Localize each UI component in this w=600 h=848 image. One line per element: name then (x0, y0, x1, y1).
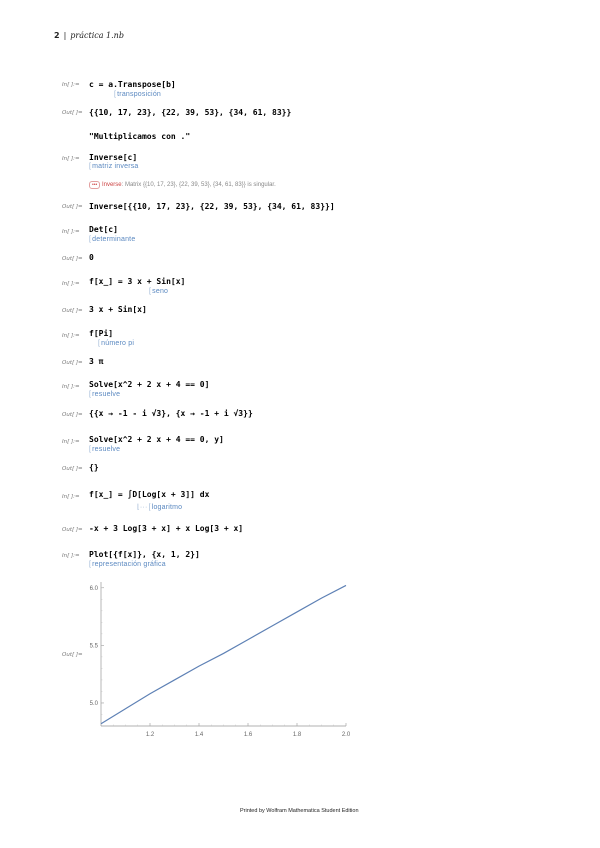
error-message: ••• Inverse: Matrix {{10, 17, 23}, {22, 39, 53}, {34, 61, 83}} is singular. (89, 182, 276, 188)
notebook-filename: práctica 1.nb (70, 31, 124, 40)
series-line (101, 585, 346, 723)
output-label: Out[ ]= (62, 527, 83, 533)
input-label: In[ ]:= (62, 333, 80, 339)
autocomplete-hint[interactable]: [matriz inversa (89, 163, 139, 170)
input-cell[interactable]: f[Pi] (89, 329, 114, 338)
y-tick-label: 6.0 (89, 585, 98, 592)
footer-text: Printed by Wolfram Mathematica Student Edition (240, 808, 359, 814)
input-label: In[ ]:= (62, 439, 80, 445)
autocomplete-hint[interactable]: [resuelve (89, 446, 121, 453)
output-cell: Inverse[{{10, 17, 23}, {22, 39, 53}, {34, 61, 83}}] (89, 202, 335, 211)
output-label: Out[ ]= (62, 110, 83, 116)
page-header (54, 31, 124, 40)
output-label: Out[ ]= (62, 466, 83, 472)
input-cell[interactable]: Solve[x^2 + 2 x + 4 == 0] (89, 380, 210, 389)
output-cell: 0 (89, 253, 94, 262)
x-tick-label: 2.0 (341, 732, 351, 738)
y-tick-label: 5.0 (89, 700, 98, 707)
input-cell[interactable]: c = a.Transpose[b] (89, 80, 176, 89)
x-tick-label: 1.8 (292, 732, 302, 738)
input-cell[interactable]: Det[c] (89, 225, 118, 234)
header-separator: | (63, 31, 67, 40)
input-cell[interactable]: f[x_] = 3 x + Sin[x] (89, 277, 186, 286)
y-tick-label: 5.5 (89, 643, 98, 650)
input-label: In[ ]:= (62, 494, 80, 500)
message-name[interactable]: Inverse (101, 182, 122, 188)
output-cell: {} (89, 463, 99, 472)
text-cell[interactable]: "Multiplicamos con ." (89, 132, 191, 141)
output-cell: {{x → -1 - i √3}, {x → -1 + i √3}} (89, 409, 253, 418)
output-label: Out[ ]= (62, 360, 83, 366)
autocomplete-hint[interactable]: [representación gráfica (89, 561, 166, 568)
input-cell[interactable]: Solve[x^2 + 2 x + 4 == 0, y] (89, 435, 224, 444)
autocomplete-hint[interactable]: ⌊···[logaritmo (137, 504, 183, 511)
output-cell: {{10, 17, 23}, {22, 39, 53}, {34, 61, 83}} (89, 108, 292, 117)
autocomplete-hint[interactable]: [resuelve (89, 391, 121, 398)
x-tick-label: 1.4 (194, 732, 204, 738)
input-label: In[ ]:= (62, 281, 80, 287)
message-menu-icon[interactable]: ••• (89, 181, 100, 189)
output-label: Out[ ]= (62, 412, 83, 418)
output-cell: -x + 3 Log[3 + x] + x Log[3 + x] (89, 524, 244, 533)
x-tick-label: 1.2 (145, 732, 155, 738)
autocomplete-hint[interactable]: [determinante (89, 236, 136, 243)
output-label: Out[ ]= (62, 204, 83, 210)
autocomplete-hint[interactable]: [número pi (98, 340, 135, 347)
output-label: Out[ ]= (62, 308, 83, 314)
input-label: In[ ]:= (62, 82, 80, 88)
output-label: Out[ ]= (62, 652, 83, 658)
output-cell: 3 x + Sin[x] (89, 305, 147, 314)
input-cell[interactable]: f[x_] = ∫D[Log[x + 3]] dx (89, 490, 210, 499)
output-cell: 3 π (89, 357, 104, 366)
output-label: Out[ ]= (62, 256, 83, 262)
input-cell[interactable]: Inverse[c] (89, 153, 138, 162)
input-label: In[ ]:= (62, 384, 80, 390)
line-chart[interactable] (88, 576, 358, 744)
autocomplete-hint[interactable]: [transposición (114, 91, 162, 98)
input-label: In[ ]:= (62, 553, 80, 559)
autocomplete-hint[interactable]: [seno (149, 288, 169, 295)
plot-output[interactable] (88, 576, 358, 744)
input-label: In[ ]:= (62, 229, 80, 235)
input-cell[interactable]: Plot[{f[x]}, {x, 1, 2}] (89, 550, 200, 559)
message-body: Matrix {{10, 17, 23}, {22, 39, 53}, {34, 61, 83}} is singular. (124, 182, 276, 188)
input-label: In[ ]:= (62, 156, 80, 162)
x-tick-label: 1.6 (243, 732, 253, 738)
page-number: 2 (54, 31, 60, 40)
